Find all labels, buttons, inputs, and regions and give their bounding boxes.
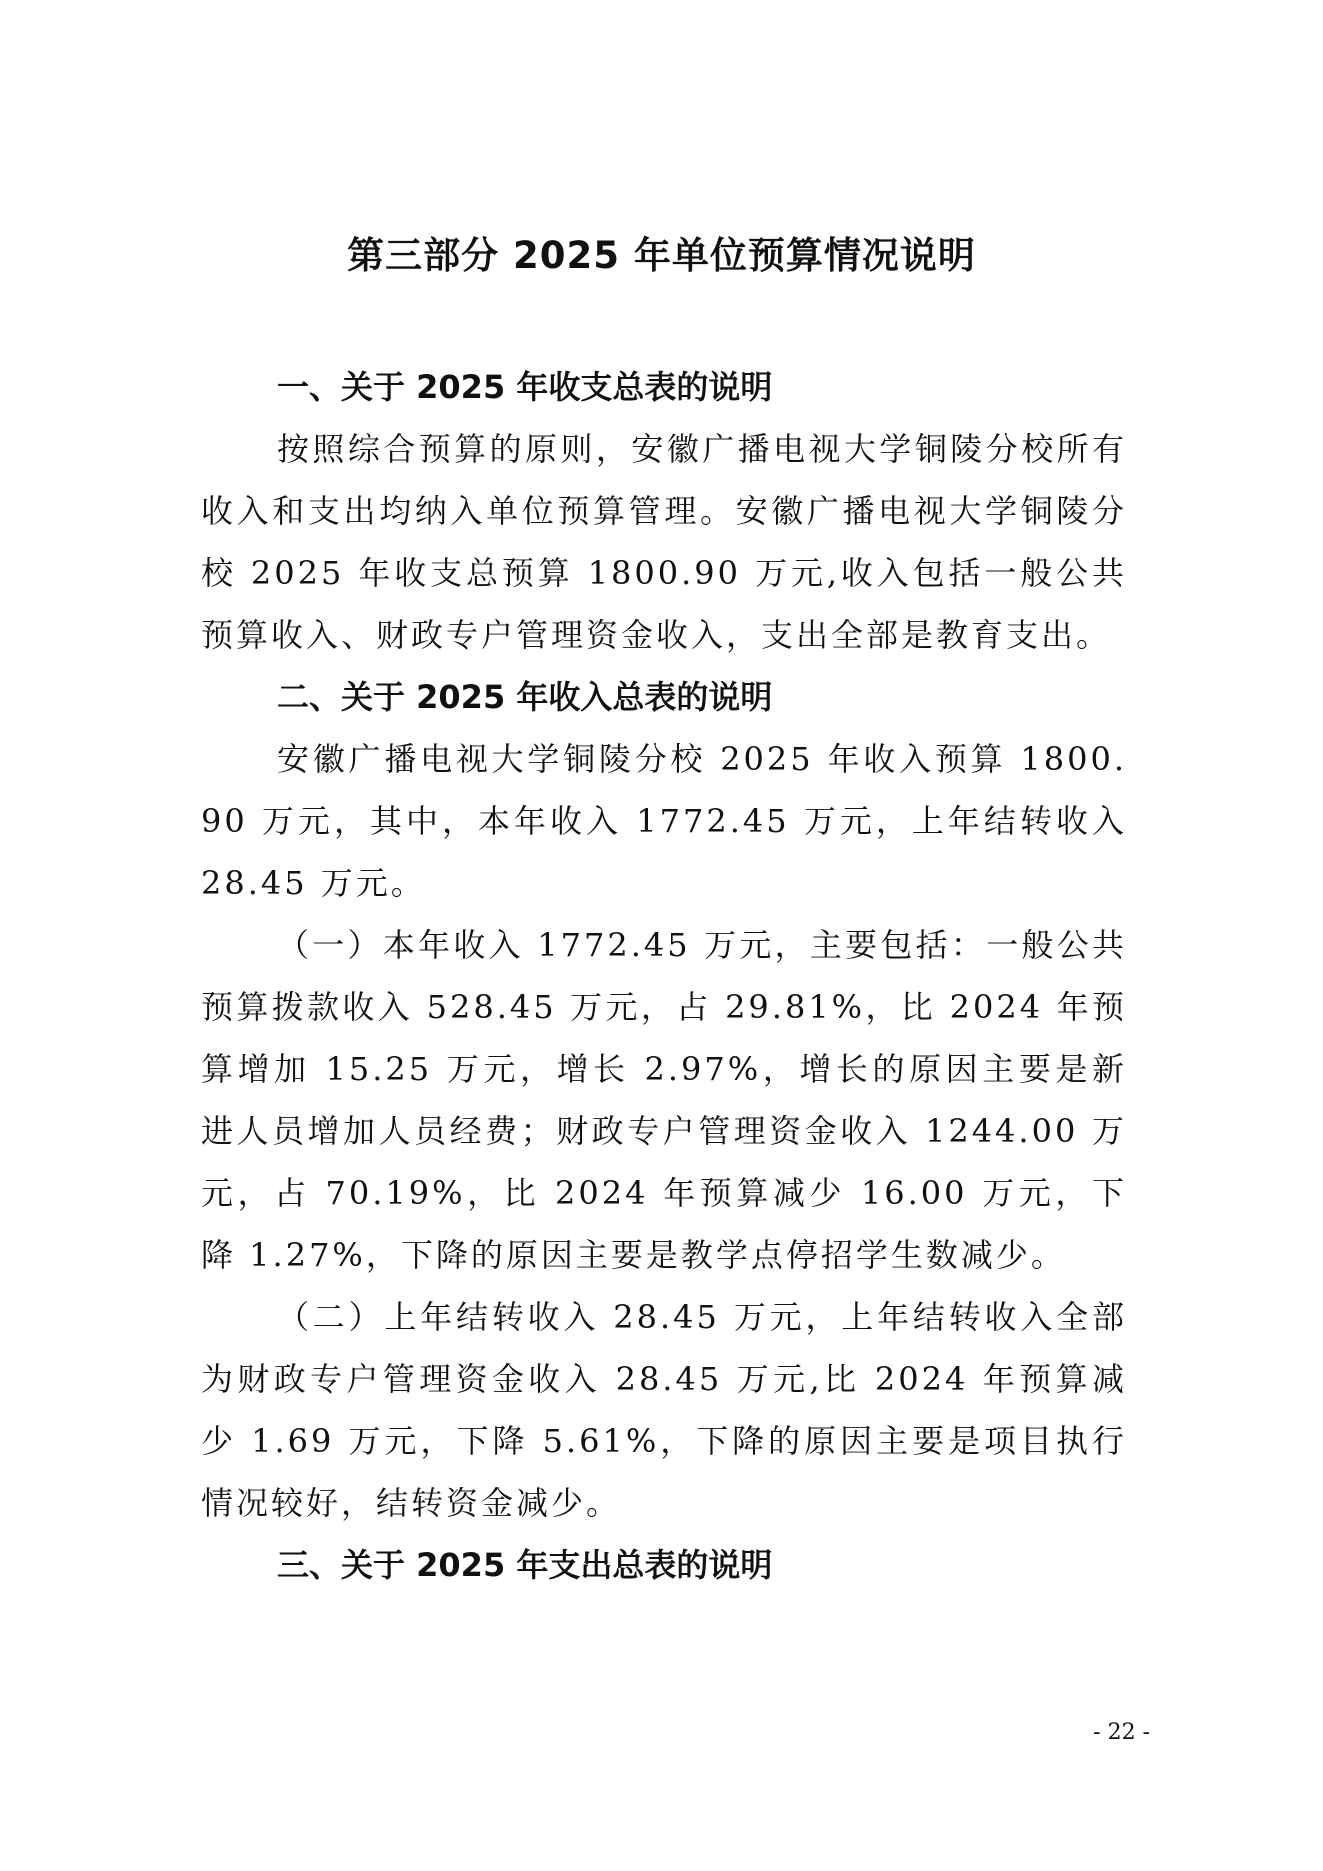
page-title: 第三部分 2025 年单位预算情况说明 [347, 234, 976, 277]
section-2-paragraph-1: 安徽广播电视大学铜陵分校 2025 年收入预算 1800.90 万元，其中，本年收入 1772.45 万元，上年结转收入 28.45 万元。 [201, 740, 1127, 902]
section-1-paragraph-1: 按照综合预算的原则，安徽广播电视大学铜陵分校所有收入和支出均纳入单位预算管理。安徽广播电视大学铜陵分校 2025 年收支总预算 1800.90 万元,收入包括一般公共预算收入、财政专户管理资金收入，支出全部是教育支出。 [201, 430, 1127, 654]
section-heading-3: 三、关于 2025 年支出总表的说明 [277, 1546, 773, 1584]
document-body [201, 356, 1127, 1596]
section-heading-2: 二、关于 2025 年收入总表的说明 [277, 678, 773, 716]
page-number: - 22 - [1093, 1720, 1150, 1745]
section-heading-1: 一、关于 2025 年收支总表的说明 [277, 368, 773, 406]
section-2-paragraph-3: （二）上年结转收入 28.45 万元，上年结转收入全部为财政专户管理资金收入 28.45 万元,比 2024 年预算减少 1.69 万元，下降 5.61%，下降的原因主要是项目执行情况较好，结转资金减少。 [201, 1298, 1127, 1522]
section-2-paragraph-2: （一）本年收入 1772.45 万元，主要包括：一般公共预算拨款收入 528.45 万元，占 29.81%，比 2024 年预算增加 15.25 万元，增长 2.97%，增长的原因主要是新进人员增加人员经费；财政专户管理资金收入 1244.00 万元，占 70.19%，比 2024 年预算减少 16.00 万元，下降 1.27%，下降的原因主要是教学点停招学生数减少。 [201, 926, 1127, 1274]
